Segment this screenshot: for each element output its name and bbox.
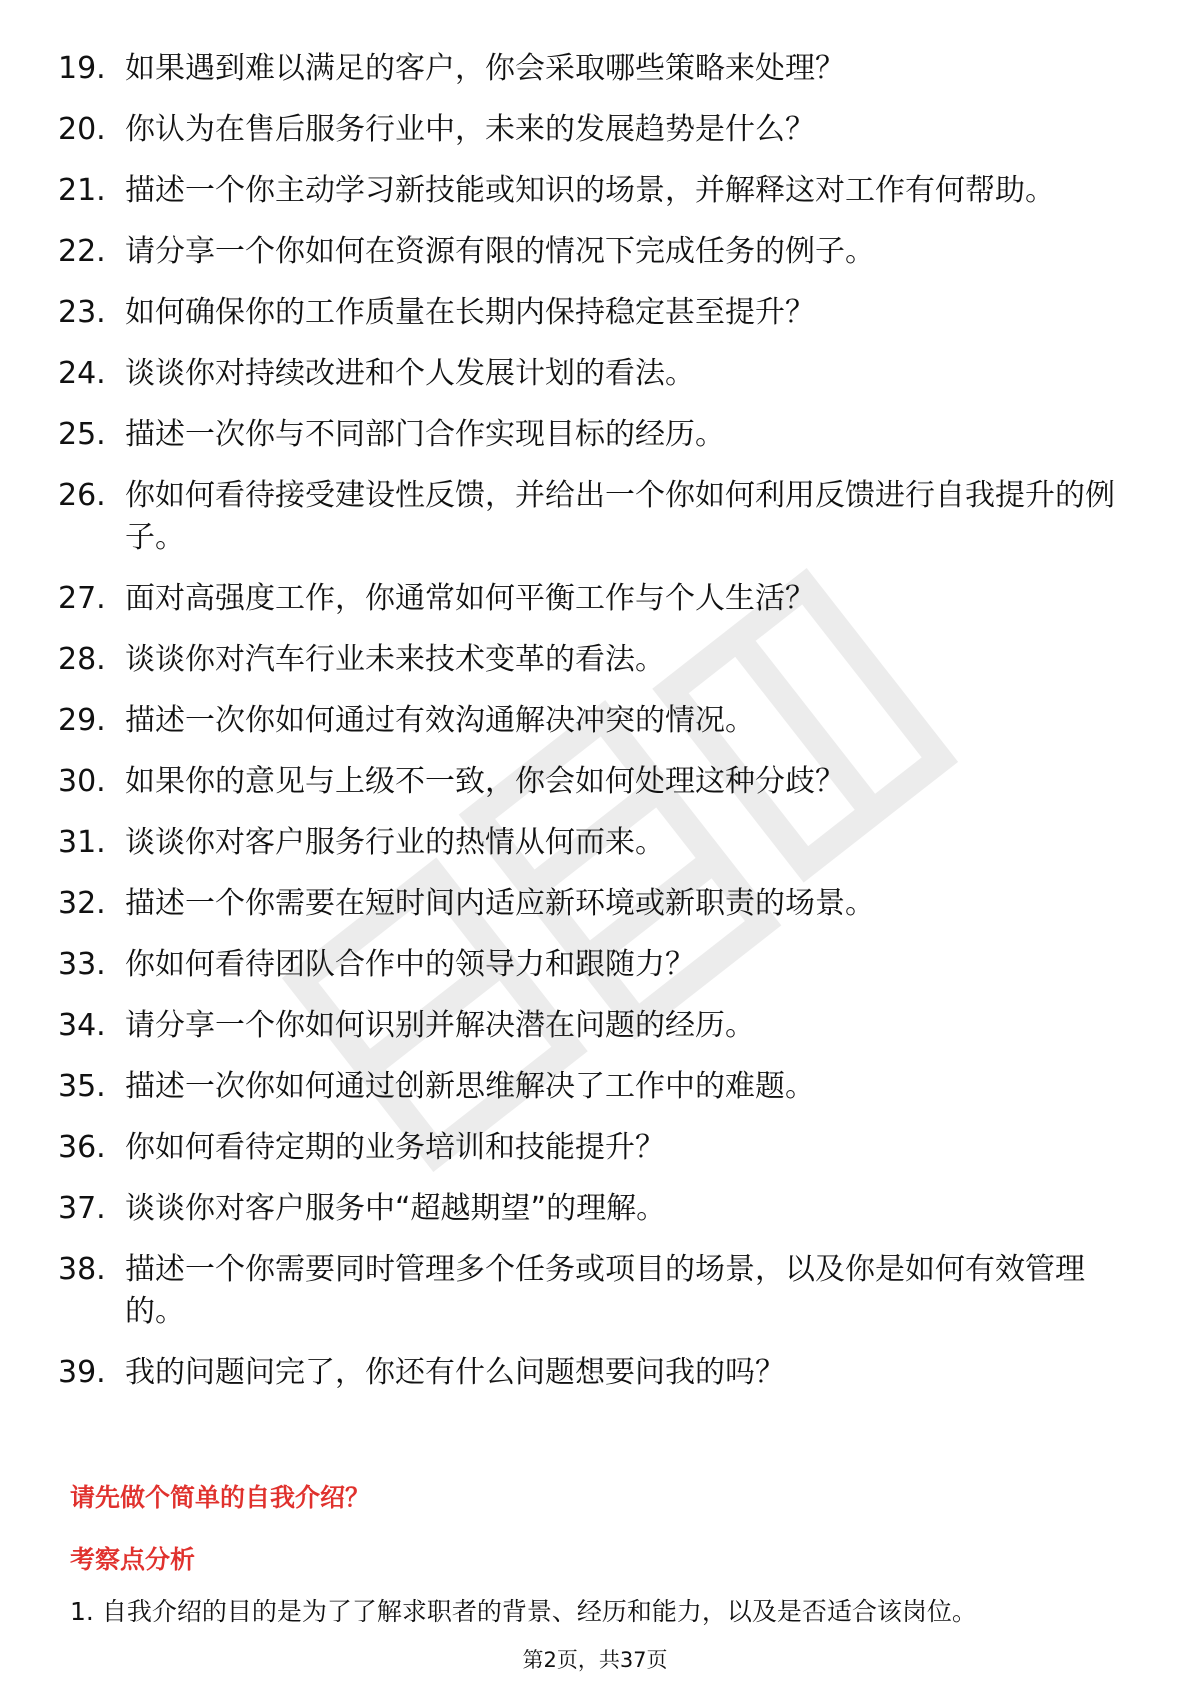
question-text: 谈谈你对客户服务中“超越期望”的理解。 <box>125 1191 667 1226</box>
question-item <box>58 700 1118 742</box>
question-number: 21. <box>58 173 106 208</box>
analysis-item-number: 1. <box>70 1597 94 1626</box>
question-item <box>58 639 1118 681</box>
question-item <box>58 1249 1118 1333</box>
question-number: 28. <box>58 642 106 677</box>
question-text: 描述一次你如何通过有效沟通解决冲突的情况。 <box>125 703 755 738</box>
question-item <box>58 353 1118 395</box>
analysis-item-text: 自我介绍的目的是为了了解求职者的背景、经历和能力，以及是否适合该岗位。 <box>101 1597 977 1626</box>
question-text: 谈谈你对汽车行业未来技术变革的看法。 <box>125 642 665 677</box>
question-text: 你如何看待定期的业务培训和技能提升？ <box>125 1130 665 1165</box>
page-footer: 第2页，共37页 <box>522 1648 668 1672</box>
question-item <box>58 170 1118 212</box>
question-number: 31. <box>58 825 106 860</box>
question-item <box>58 1005 1118 1047</box>
question-text: 谈谈你对客户服务行业的热情从何而来。 <box>125 825 665 860</box>
question-item <box>58 48 1118 90</box>
question-text: 面对高强度工作，你通常如何平衡工作与个人生活？ <box>125 581 815 616</box>
question-list <box>58 48 1118 1413</box>
question-number: 20. <box>58 112 106 147</box>
question-number: 33. <box>58 947 106 982</box>
question-text: 描述一个你主动学习新技能或知识的场景，并解释这对工作有何帮助。 <box>125 173 1055 208</box>
question-number: 29. <box>58 703 106 738</box>
question-item <box>58 822 1118 864</box>
question-text: 我的问题问完了，你还有什么问题想要问我的吗？ <box>125 1355 785 1390</box>
question-item <box>58 1127 1118 1169</box>
question-text: 你如何看待团队合作中的领导力和跟随力？ <box>125 947 695 982</box>
question-heading: 请先做个简单的自我介绍？ <box>70 1483 371 1512</box>
question-item <box>58 761 1118 803</box>
question-text: 如果你的意见与上级不一致，你会如何处理这种分歧？ <box>125 764 845 799</box>
question-item <box>58 1352 1118 1394</box>
question-number: 23. <box>58 295 106 330</box>
question-item <box>58 414 1118 456</box>
question-number: 30. <box>58 764 106 799</box>
question-number: 22. <box>58 234 106 269</box>
question-item <box>58 109 1118 151</box>
question-number: 35. <box>58 1069 106 1104</box>
question-text: 请分享一个你如何在资源有限的情况下完成任务的例子。 <box>125 234 875 269</box>
question-item <box>58 1188 1118 1230</box>
question-text: 你认为在售后服务行业中，未来的发展趋势是什么？ <box>125 112 815 147</box>
question-text: 描述一次你如何通过创新思维解决了工作中的难题。 <box>125 1069 815 1104</box>
question-number: 38. <box>58 1252 106 1287</box>
question-text: 请分享一个你如何识别并解决潜在问题的经历。 <box>125 1008 755 1043</box>
question-text: 如果遇到难以满足的客户，你会采取哪些策略来处理？ <box>125 51 845 86</box>
question-text: 谈谈你对持续改进和个人发展计划的看法。 <box>125 356 695 391</box>
question-number: 25. <box>58 417 106 452</box>
question-text: 描述一个你需要在短时间内适应新环境或新职责的场景。 <box>125 886 875 921</box>
analysis-item <box>70 1595 977 1629</box>
question-item <box>58 292 1118 334</box>
analysis-heading: 考察点分析 <box>70 1545 196 1574</box>
question-item <box>58 944 1118 986</box>
question-item <box>58 475 1118 559</box>
question-text: 如何确保你的工作质量在长期内保持稳定甚至提升？ <box>125 295 815 330</box>
question-item <box>58 231 1118 273</box>
question-text: 描述一个你需要同时管理多个任务或项目的场景，以及你是如何有效管理的。 <box>125 1252 1085 1329</box>
question-item <box>58 1066 1118 1108</box>
question-number: 32. <box>58 886 106 921</box>
question-number: 39. <box>58 1355 106 1390</box>
question-number: 37. <box>58 1191 106 1226</box>
question-number: 26. <box>58 478 106 513</box>
question-number: 36. <box>58 1130 106 1165</box>
question-number: 27. <box>58 581 106 616</box>
question-text: 你如何看待接受建设性反馈，并给出一个你如何利用反馈进行自我提升的例子。 <box>125 478 1115 555</box>
question-item <box>58 578 1118 620</box>
question-number: 34. <box>58 1008 106 1043</box>
question-number: 24. <box>58 356 106 391</box>
question-text: 描述一次你与不同部门合作实现目标的经历。 <box>125 417 725 452</box>
question-item <box>58 883 1118 925</box>
question-number: 19. <box>58 51 106 86</box>
